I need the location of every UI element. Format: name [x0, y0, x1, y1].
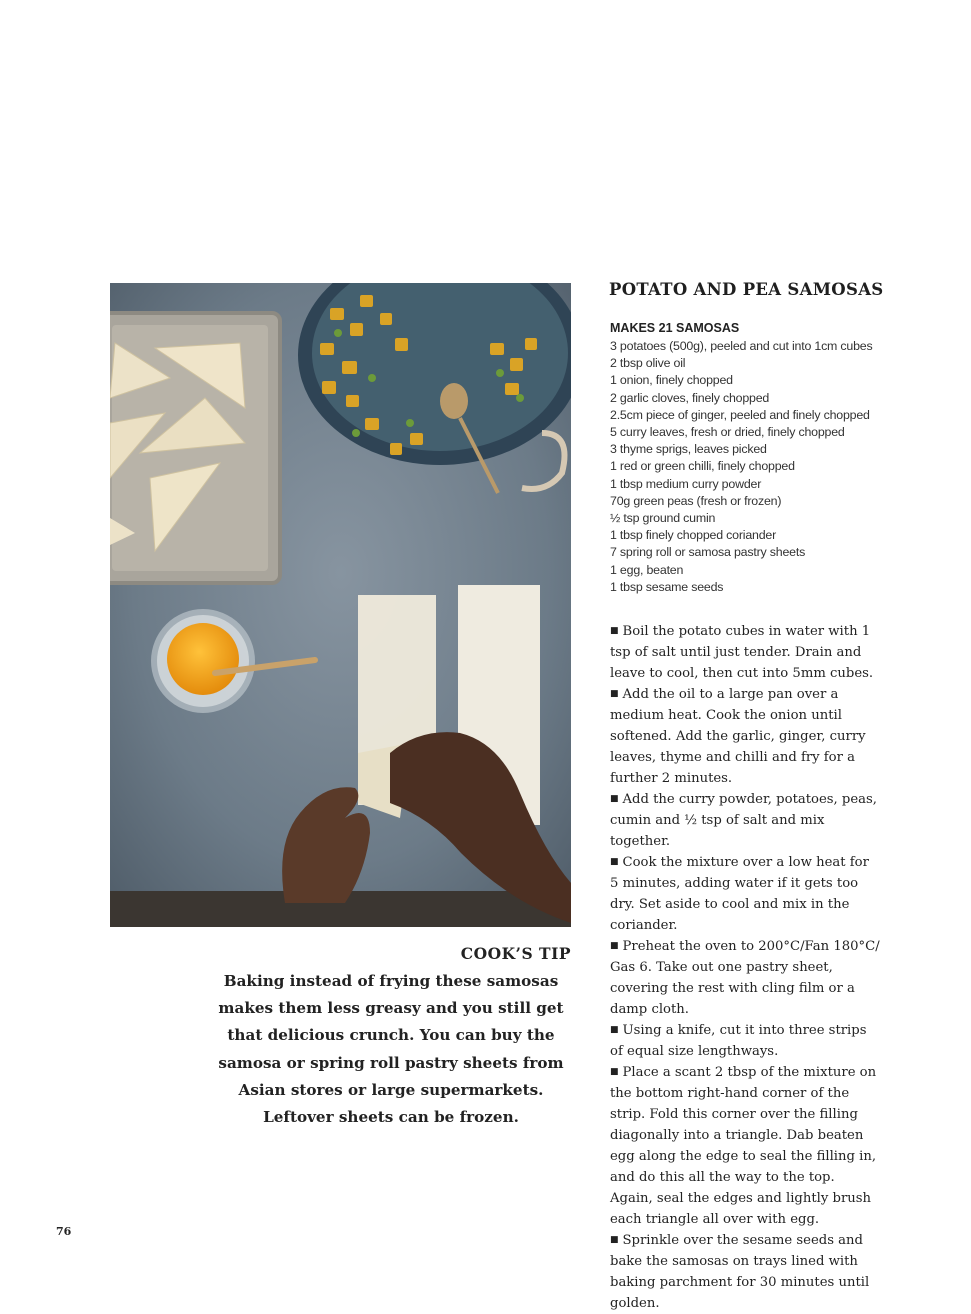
ingredient-item: 5 curry leaves, fresh or dried, finely chopped: [610, 425, 845, 440]
cooks-tip-line: Baking instead of frying these samosas: [223, 972, 559, 990]
method-step: [610, 1230, 880, 1314]
method-steps: [610, 621, 880, 1314]
samosa-folding-photo: [110, 283, 571, 927]
cooks-tip-line: Asian stores or large supermarkets.: [238, 1080, 544, 1099]
method-step: [610, 684, 880, 789]
cooks-tip-heading: COOK’S TIP: [460, 944, 571, 963]
cooks-tip-line: makes them less greasy and you still get: [218, 999, 564, 1018]
cooks-tip-line: samosa or spring roll pastry sheets from: [218, 1053, 564, 1072]
method-step-text: Add the curry powder, potatoes, peas, cumin and ½ tsp of salt and mix together.: [610, 792, 877, 849]
ingredient-item: 3 potatoes (500g), peeled and cut into 1cm cubes: [610, 339, 873, 353]
method-step: [610, 621, 880, 684]
method-step-text: Boil the potato cubes in water with 1 tsp of salt until just tender. Drain and leave to cool, then cut into 5mm cubes.: [610, 624, 874, 681]
method-step-text: Add the oil to a large pan over a medium heat. Cook the onion until softened. Add the garlic, ginger, curry leaves, thyme and chilli and fry for a further 2 minutes.: [610, 687, 866, 786]
recipe-yield: MAKES 21 SAMOSAS: [610, 321, 740, 335]
ingredients-list: [610, 338, 873, 596]
cooks-tip-line: that delicious crunch. You can buy the: [227, 1026, 555, 1045]
square-bullet-icon: ■: [610, 857, 619, 867]
method-step: [610, 1020, 880, 1062]
method-step: [610, 936, 880, 1020]
method-step: [610, 789, 880, 852]
ingredient-item: 2.5cm piece of ginger, peeled and finely chopped: [610, 407, 870, 422]
ingredient-item: 3 thyme sprigs, leaves picked: [610, 442, 767, 457]
square-bullet-icon: ■: [610, 626, 619, 636]
page-number: 76: [56, 1225, 72, 1238]
square-bullet-icon: ■: [610, 1235, 619, 1245]
ingredient-item: 1 onion, finely chopped: [610, 373, 733, 388]
ingredient-item: 70g green peas (fresh or frozen): [610, 493, 782, 508]
square-bullet-icon: ■: [610, 1025, 619, 1035]
method-step: [610, 1062, 880, 1230]
square-bullet-icon: ■: [610, 794, 619, 804]
method-step-text: Preheat the oven to 200°C/Fan 180°C/ Gas 6. Take out one pastry sheet, covering the rest with cling film or a damp cloth.: [610, 939, 880, 1017]
method-step-text: Using a knife, cut it into three strips of equal size lengthways.: [610, 1023, 867, 1059]
ingredient-item: 2 garlic cloves, finely chopped: [610, 390, 770, 405]
ingredient-item: 1 egg, beaten: [610, 562, 684, 577]
square-bullet-icon: ■: [610, 689, 619, 699]
recipe-photo: [110, 283, 571, 927]
square-bullet-icon: ■: [610, 941, 619, 951]
cooks-tip-text: [211, 968, 571, 1131]
ingredient-item: 1 red or green chilli, finely chopped: [610, 459, 795, 474]
cooks-tip-line: Leftover sheets can be frozen.: [263, 1108, 519, 1127]
method-step-text: Cook the mixture over a low heat for 5 minutes, adding water if it gets too dry. Set aside to cool and mix in the coriander.: [610, 855, 869, 933]
ingredient-item: 1 tbsp sesame seeds: [610, 579, 724, 594]
method-step: [610, 852, 880, 936]
recipe-title: POTATO AND PEA SAMOSAS: [609, 280, 884, 299]
method-step-text: Place a scant 2 tbsp of the mixture on the bottom right-hand corner of the strip. Fold this corner over the filling diagonally into a triangle. Dab beaten egg along the edge to seal the filling in, and do this all the way to the top. Again, seal the edges and lightly brush each triangle all over with egg.: [610, 1065, 877, 1227]
baking-tray: [110, 313, 280, 583]
square-bullet-icon: ■: [610, 1067, 619, 1077]
ingredient-item: 1 tbsp medium curry powder: [610, 476, 762, 491]
ingredient-item: 7 spring roll or samosa pastry sheets: [610, 545, 806, 560]
ingredient-item: 2 tbsp olive oil: [610, 356, 686, 371]
ingredient-item: 1 tbsp finely chopped coriander: [610, 528, 777, 543]
method-step-text: Sprinkle over the sesame seeds and bake the samosas on trays lined with baking parchment for 30 minutes until golden.: [610, 1233, 870, 1311]
ingredient-item: ½ tsp ground cumin: [610, 511, 716, 526]
